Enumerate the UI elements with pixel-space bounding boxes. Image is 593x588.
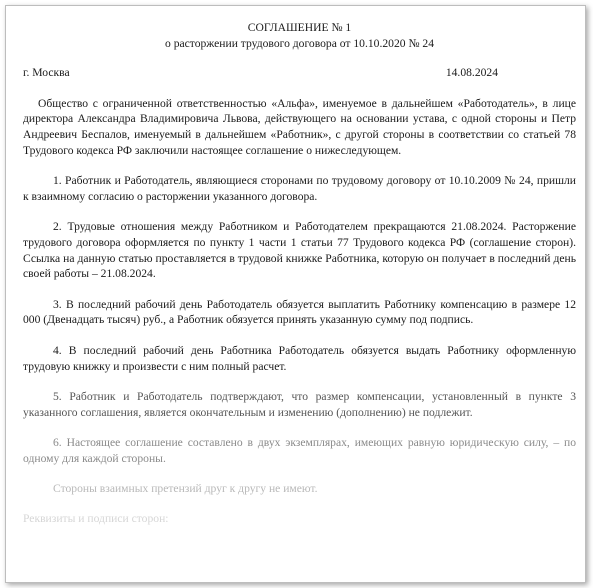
document-page: [5, 5, 586, 583]
document-subtitle: о расторжении трудового договора от 10.10.2020 № 24: [165, 36, 434, 50]
no-claims-statement: Стороны взаимных претензий друг к другу не имеют.: [53, 482, 318, 496]
agreement-date: 14.08.2024: [445, 66, 498, 80]
intro-paragraph: Общество с ограниченной ответственностью «Альфа», именуемое в дальнейшем «Работодатель», в лице директора Александра Владимировича Львова, действующего на основании устава, с одной стороны и Петр Андреевич Беспалов, именуемый в дальнейшем «Работник», с другой стороны в соответствии со статьей 78 Трудового кодекса РФ заключили настоящее соглашение о нижеследующем.: [23, 96, 576, 157]
document-title: СОГЛАШЕНИЕ № 1: [247, 21, 352, 34]
place-date-row: [23, 65, 576, 81]
document-body: [23, 20, 576, 527]
clause-5: 5. Работник и Работодатель подтверждают, что размер компенсации, установленный в пункте 3 указанного соглашения, является окончательным и изменению (дополнению) не подлежит.: [23, 390, 576, 419]
clause-1: 1. Работник и Работодатель, являющиеся сторонами по трудовому договору от 10.10.2009 № 24, пришли к взаимному согласию о расторжении указанного договора.: [23, 174, 576, 203]
city: г. Москва: [23, 66, 70, 80]
clause-6: 6. Настоящее соглашение составлено в двух экземплярах, имеющих равную юридическую силу, – по одному для каждой стороны.: [23, 436, 576, 465]
clause-3: 3. В последний рабочий день Работодатель обязуется выплатить Работнику компенсацию в размере 12 000 (Двенадцать тысяч) руб., а Работник обязуется принять указанную сумму под подпись.: [23, 297, 576, 327]
clause-4: 4. В последний рабочий день Работника Работодатель обязуется выдать Работнику оформленную трудовую книжку и произвести с ним полный расчет.: [23, 343, 576, 373]
requisites-heading: Реквизиты и подписи сторон:: [23, 512, 169, 526]
clause-2: 2. Трудовые отношения между Работником и Работодателем прекращаются 21.08.2024. Расторжение трудового договора оформляется по пункту 1 части 1 статьи 77 Трудового кодекса РФ (соглашение сторон). Ссылка на данную статью проставляется в трудовой книжке Работника, которую он получает в последний день своей работы – 21.08.2024.: [23, 220, 576, 281]
